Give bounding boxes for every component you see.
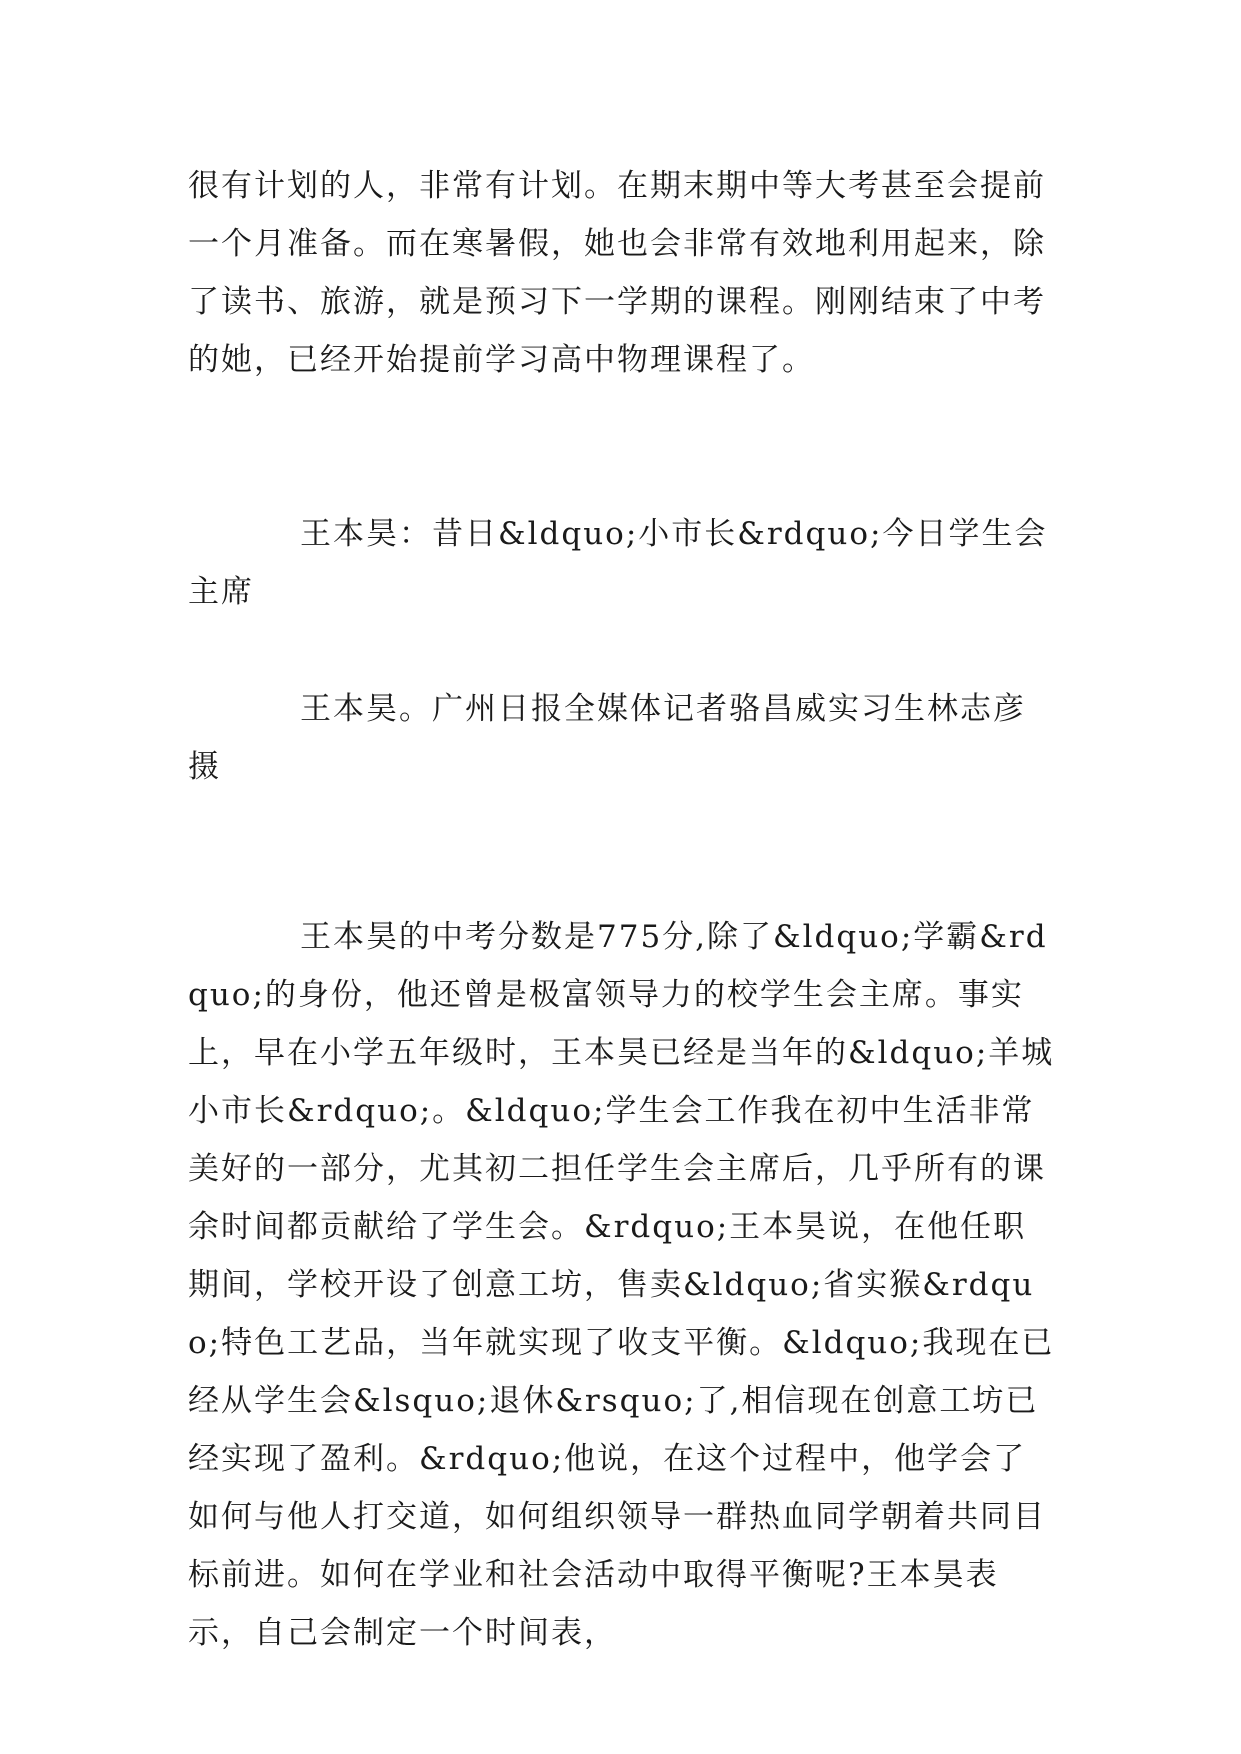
body-paragraph-student-council: 王本昊的中考分数是775分,除了&ldquo;学霸&rdquo;的身份，他还曾是极富领导力的校学生会主席。事实上，早在小学五年级时，王本昊已经是当年的&ldquo;羊城小市长&rdquo;。&ldquo;学生会工作我在初中生活非常美好的一部分，尤其初二担任学生会主席后，几乎所有的课余时间都贡献给了学生会。&rdquo;王本昊说，在他任职期间，学校开设了创意工坊，售卖&ldquo;省实猴&rdquo;特色工艺品，当年就实现了收支平衡。&ldquo;我现在已经从学生会&lsquo;退休&rsquo;了,相信现在创意工坊已经实现了盈利。&rdquo;他说，在这个过程中，他学会了如何与他人打交道，如何组织领导一群热血同学朝着共同目标前进。如何在学业和社会活动中取得平衡呢?王本昊表示，自己会制定一个时间表， bbox=[188, 919, 1055, 1651]
photo-caption: 王本昊。广州日报全媒体记者骆昌威实习生林志彦摄 bbox=[188, 691, 1026, 785]
body-paragraph-planning: 很有计划的人，非常有计划。在期末期中等大考甚至会提前一个月准备。而在寒暑假，她也会非常有效地利用起来，除了读书、旅游，就是预习下一学期的课程。刚刚结束了中考的她，已经开始提前学习高中物理课程了。 bbox=[188, 168, 1046, 378]
section-subheading: 王本昊：昔日&ldquo;小市长&rdquo;今日学生会主席 bbox=[188, 516, 1048, 610]
